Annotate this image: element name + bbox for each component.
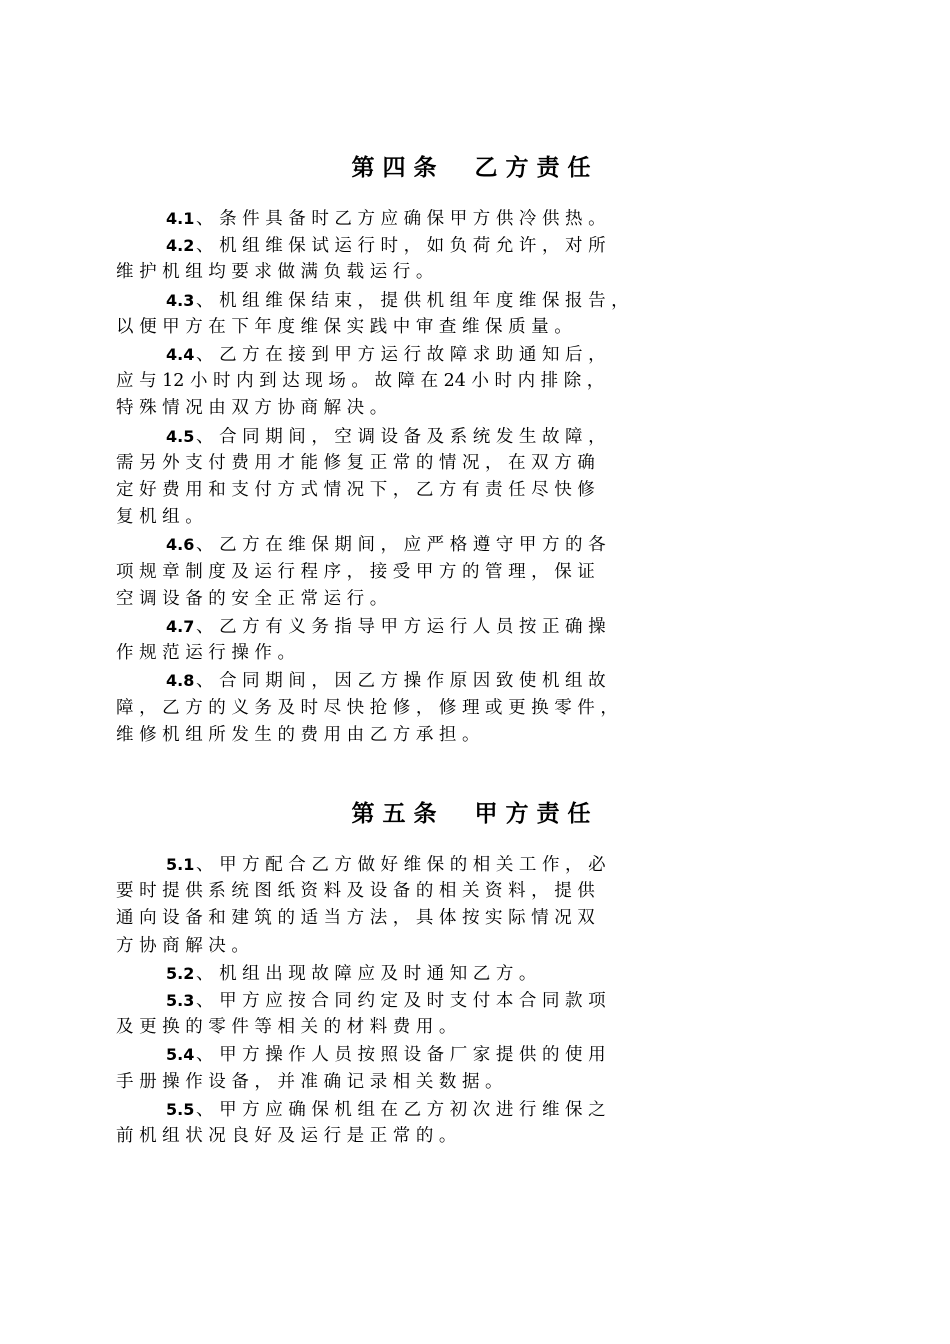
clause-text: 、 乙 方 有 义 务 指 导 甲 方 运 行 人 员 按 正 确 操 <box>196 617 606 637</box>
clause-continuation-line <box>116 1123 876 1150</box>
clause-continuation-line <box>116 905 876 932</box>
clause-start-line <box>166 341 876 368</box>
clause-text: 、 甲 方 配 合 乙 方 做 好 维 保 的 相 关 工 作 ， 必 <box>196 855 606 875</box>
clause-number: 5.3 <box>166 991 195 1010</box>
clause-text: 要 时 提 供 系 统 图 纸 资 料 及 设 备 的 相 关 资 料 ， 提 供 <box>116 881 595 902</box>
article-5-heading <box>0 799 950 829</box>
clause-text: 、 乙 方 在 接 到 甲 方 运 行 故 障 求 助 通 知 后 ， <box>196 345 606 365</box>
clause-start-line <box>166 232 876 259</box>
clause-continuation-line <box>116 559 876 586</box>
clause-continuation-line <box>116 933 876 960</box>
clause-text: 维 修 机 组 所 发 生 的 费 用 由 乙 方 承 担 。 <box>116 724 480 745</box>
clause-start-line <box>166 1096 876 1123</box>
clause-start-line <box>166 423 876 450</box>
clause-text: 以 便 甲 方 在 下 年 度 维 保 实 践 中 审 查 维 保 质 量 。 <box>116 316 572 337</box>
clause-text: 通 向 设 备 和 建 筑 的 适 当 方 法 ， 具 体 按 实 际 情 况 双 <box>116 908 595 929</box>
clause-start-line <box>166 205 876 232</box>
article-4-heading <box>0 153 950 183</box>
clause-start-line <box>166 667 876 694</box>
clause-text: 、 乙 方 在 维 保 期 间 ， 应 严 格 遵 守 甲 方 的 各 <box>196 535 606 556</box>
clause-continuation-line <box>116 586 876 613</box>
clause-number: 4.3 <box>166 290 195 310</box>
clause-text: 、 甲 方 应 确 保 机 组 在 乙 方 初 次 进 行 维 保 之 <box>196 1099 606 1120</box>
clause-continuation-line <box>116 259 876 286</box>
clause-text: 项 规 章 制 度 及 运 行 程 序 ， 接 受 甲 方 的 管 理 ， 保 证 <box>116 561 595 582</box>
clause-text: 、 机 组 维 保 试 运 行 时 ， 如 负 荷 允 许 ， 对 所 <box>196 236 606 257</box>
clause-continuation-line <box>116 368 876 395</box>
clause-text: 复 机 组 。 <box>116 507 203 528</box>
clause-number: 4.8 <box>166 671 195 691</box>
clause-number: 4.1 <box>166 209 195 228</box>
clause-number: 4.5 <box>166 426 195 446</box>
clause-continuation-line <box>116 314 876 341</box>
clause-continuation-line <box>116 450 876 477</box>
clause-text: 及 更 换 的 零 件 等 相 关 的 材 料 费 用 。 <box>116 1017 457 1038</box>
clause-continuation-line <box>116 878 876 905</box>
clause-number: 5.4 <box>166 1045 195 1065</box>
clause-start-line <box>166 287 876 314</box>
clause-text: 空 调 设 备 的 安 全 正 常 运 行 。 <box>116 588 388 609</box>
clause-text: 应 与 12 小 时 内 到 达 现 场 。 故 障 在 24 小 时 内 排 除 ， <box>116 371 605 392</box>
article-4-title: 乙方责任 <box>474 155 599 181</box>
clause-text: 方 协 商 解 决 。 <box>116 935 249 956</box>
clause-number: 4.2 <box>166 236 195 256</box>
clause-text: 、 甲 方 操 作 人 员 按 照 设 备 厂 家 提 供 的 使 用 <box>196 1045 606 1066</box>
clause-text: 作 规 范 运 行 操 作 。 <box>116 643 295 664</box>
clause-start-line <box>166 987 876 1014</box>
clause-text: 、 条 件 具 备 时 乙 方 应 确 保 甲 方 供 冷 供 热 。 <box>196 209 606 229</box>
clause-start-line <box>166 960 876 987</box>
clause-number: 5.5 <box>166 1099 195 1119</box>
clause-text: 、 合 同 期 间 ， 因 乙 方 操 作 原 因 致 使 机 组 故 <box>196 671 606 692</box>
clause-number: 4.6 <box>166 535 195 555</box>
clause-continuation-line <box>116 640 876 667</box>
clause-text: 障 ， 乙 方 的 义 务 及 时 尽 快 抢 修 ， 修 理 或 更 换 零 件 ， <box>116 697 618 718</box>
clause-text: 、 机 组 维 保 结 束 ， 提 供 机 组 年 度 维 保 报 告 ， <box>196 290 629 311</box>
clause-start-line <box>166 851 876 878</box>
clause-continuation-line <box>116 1069 876 1096</box>
article-5-title: 甲方责任 <box>474 801 599 827</box>
clause-continuation-line <box>116 477 876 504</box>
clause-continuation-line <box>116 504 876 531</box>
clause-text: 、 合 同 期 间 ， 空 调 设 备 及 系 统 发 生 故 障 ， <box>196 426 606 447</box>
clause-number: 4.4 <box>166 345 195 364</box>
clause-continuation-line <box>116 1014 876 1041</box>
clause-start-line <box>166 1041 876 1068</box>
clause-text: 维 护 机 组 均 要 求 做 满 负 载 运 行 。 <box>116 262 434 283</box>
clause-number: 5.2 <box>166 963 195 983</box>
clause-text: 手 册 操 作 设 备 ， 并 准 确 记 录 相 关 数 据 。 <box>116 1071 503 1092</box>
clause-text: 、 机 组 出 现 故 障 应 及 时 通 知 乙 方 。 <box>196 963 537 984</box>
clause-number: 4.7 <box>166 617 195 636</box>
clause-text: 特 殊 情 况 由 双 方 协 商 解 决 。 <box>116 398 388 419</box>
clause-number: 5.1 <box>166 855 195 874</box>
clause-text: 、 甲 方 应 按 合 同 约 定 及 时 支 付 本 合 同 款 项 <box>196 991 606 1011</box>
article-4-number: 第四条 <box>351 155 445 181</box>
clause-text: 前 机 组 状 况 良 好 及 运 行 是 正 常 的 。 <box>116 1126 457 1146</box>
clause-continuation-line <box>116 695 876 722</box>
clause-start-line <box>166 531 876 558</box>
clause-text: 需 另 外 支 付 费 用 才 能 修 复 正 常 的 情 况 ， 在 双 方 确 <box>116 452 595 473</box>
clause-continuation-line <box>116 722 876 749</box>
clause-text: 定 好 费 用 和 支 付 方 式 情 况 下 ， 乙 方 有 责 任 尽 快 修 <box>116 480 595 500</box>
article-5-number: 第五条 <box>351 801 445 827</box>
clause-start-line <box>166 613 876 640</box>
clause-continuation-line <box>116 395 876 422</box>
